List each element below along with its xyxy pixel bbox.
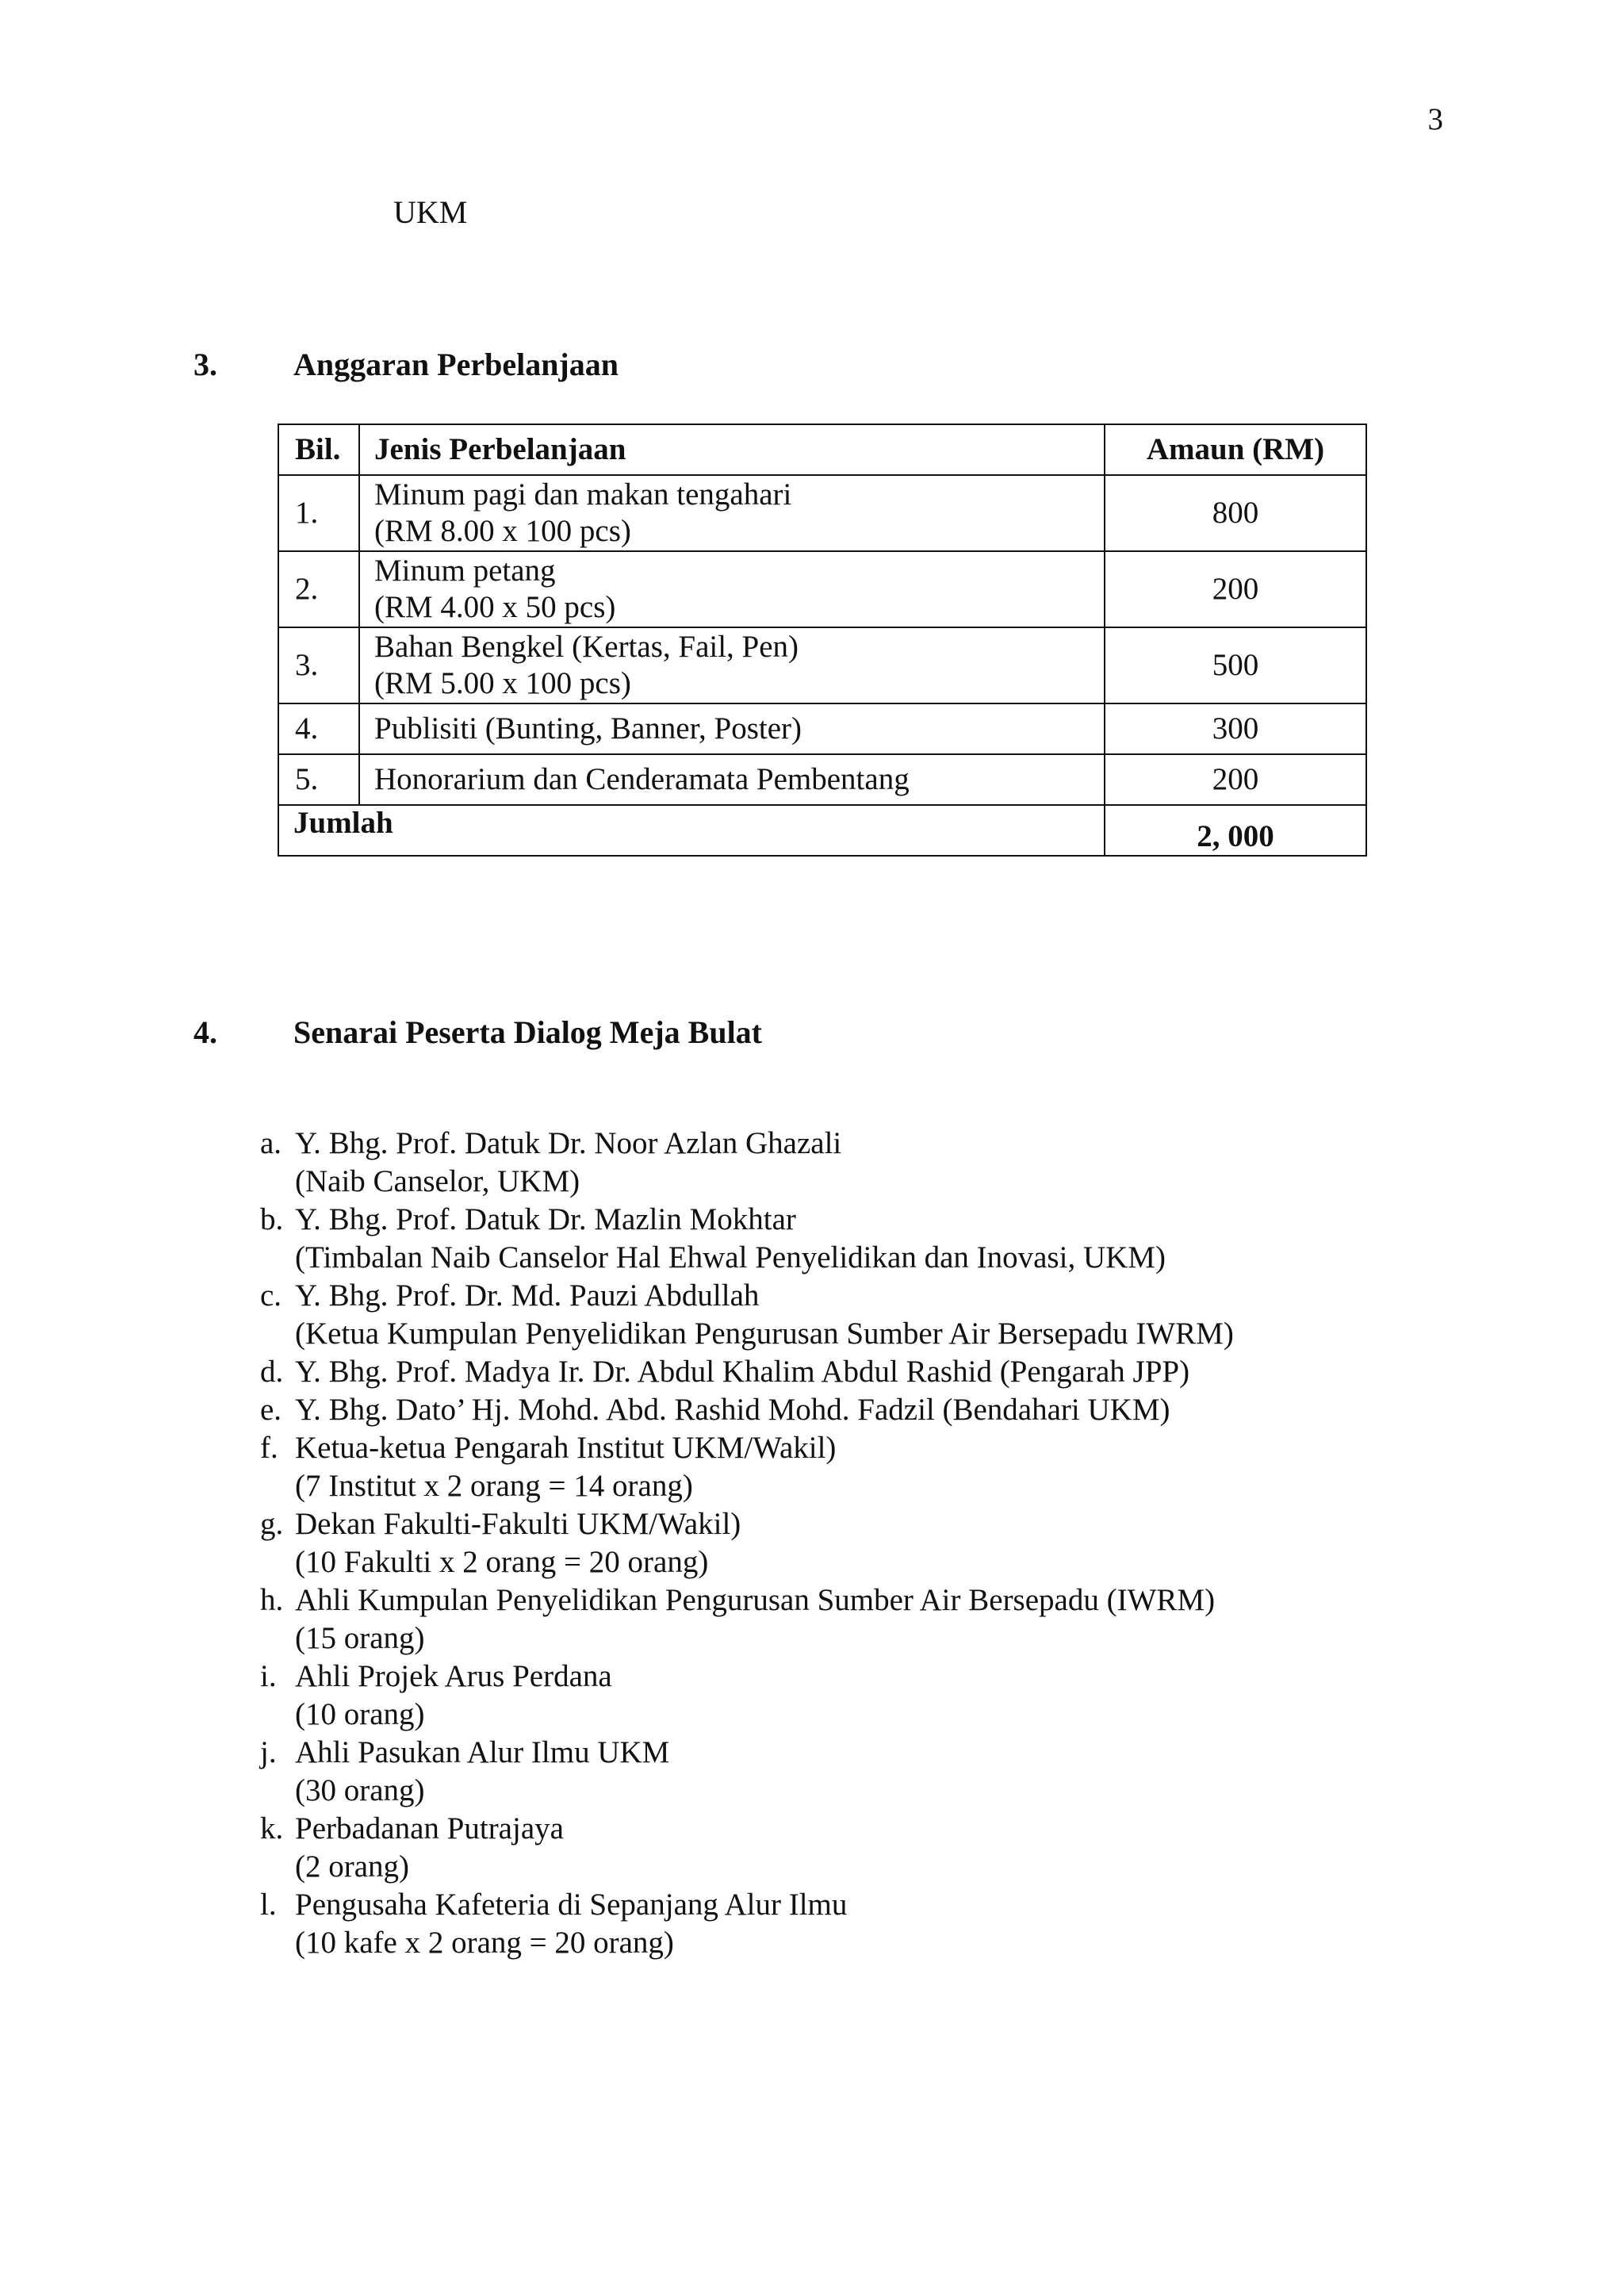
item-line1: Y. Bhg. Prof. Datuk Dr. Noor Azlan Ghazali — [295, 1126, 842, 1160]
section-title: Anggaran Perbelanjaan — [293, 347, 619, 382]
list-item — [238, 1277, 1234, 1353]
section-number: 4. — [193, 1014, 217, 1050]
section-heading-participants — [193, 1014, 762, 1051]
list-item — [238, 1429, 1234, 1505]
item-line1: Y. Bhg. Dato’ Hj. Mohd. Abd. Rashid Mohd. Fadzil (Bendahari UKM) — [295, 1393, 1170, 1427]
row-number: 3. — [278, 627, 359, 703]
item-letter: j. — [260, 1735, 277, 1769]
continuation-text: UKM — [393, 194, 468, 230]
item-letter: d. — [260, 1355, 284, 1389]
item-line1: Y. Bhg. Prof. Dr. Md. Pauzi Abdullah — [295, 1278, 760, 1313]
row-description-line1: Bahan Bengkel (Kertas, Fail, Pen) — [374, 630, 799, 664]
item-line2: (Timbalan Naib Canselor Hal Ehwal Penyelidikan dan Inovasi, UKM) — [295, 1240, 1166, 1274]
list-item — [238, 1505, 1234, 1581]
item-letter: e. — [260, 1393, 282, 1427]
item-line2: (10 Fakulti x 2 orang = 20 orang) — [295, 1545, 709, 1579]
list-item — [238, 1201, 1234, 1277]
item-letter: f. — [260, 1431, 278, 1465]
row-description — [359, 627, 1105, 703]
row-amount: 800 — [1105, 475, 1366, 551]
table-total-row — [278, 805, 1366, 856]
table-row — [278, 703, 1366, 754]
list-item — [238, 1658, 1234, 1734]
row-description: Publisiti (Bunting, Banner, Poster) — [359, 703, 1105, 754]
row-amount: 500 — [1105, 627, 1366, 703]
item-line1: Ahli Pasukan Alur Ilmu UKM — [295, 1735, 670, 1769]
list-item — [238, 1581, 1234, 1658]
list-item — [238, 1353, 1234, 1391]
row-description — [359, 551, 1105, 627]
list-item — [238, 1125, 1234, 1201]
item-letter: g. — [260, 1507, 284, 1541]
table-row — [278, 754, 1366, 805]
list-item — [238, 1886, 1234, 1962]
item-line1: Ketua-ketua Pengarah Institut UKM/Wakil) — [295, 1431, 837, 1465]
header-amaun: Amaun (RM) — [1105, 424, 1366, 475]
row-description-line2: (RM 8.00 x 100 pcs) — [374, 514, 631, 548]
list-item — [238, 1734, 1234, 1810]
item-letter: i. — [260, 1659, 277, 1693]
item-line1: Ahli Projek Arus Perdana — [295, 1659, 612, 1693]
row-number: 2. — [278, 551, 359, 627]
budget-table — [278, 424, 1367, 857]
item-line2: (10 orang) — [295, 1697, 425, 1731]
item-line2: (30 orang) — [295, 1773, 425, 1807]
item-line1: Y. Bhg. Prof. Datuk Dr. Mazlin Mokhtar — [295, 1202, 796, 1236]
row-description-line1: Minum pagi dan makan tengahari — [374, 477, 792, 512]
item-letter: k. — [260, 1811, 284, 1846]
row-number: 4. — [278, 703, 359, 754]
row-amount: 200 — [1105, 551, 1366, 627]
item-line2: (2 orang) — [295, 1849, 410, 1884]
section-title: Senarai Peserta Dialog Meja Bulat — [293, 1014, 762, 1050]
table-row — [278, 627, 1366, 703]
row-number: 5. — [278, 754, 359, 805]
row-description-line2: (RM 4.00 x 50 pcs) — [374, 590, 616, 624]
row-description-line1: Minum petang — [374, 554, 556, 588]
row-amount: 300 — [1105, 703, 1366, 754]
header-jenis: Jenis Perbelanjaan — [359, 424, 1105, 475]
row-description-line2: (RM 5.00 x 100 pcs) — [374, 666, 631, 700]
table-row — [278, 551, 1366, 627]
table-row — [278, 475, 1366, 551]
header-bil: Bil. — [278, 424, 359, 475]
item-letter: a. — [260, 1126, 282, 1160]
item-letter: h. — [260, 1583, 284, 1617]
section-number: 3. — [193, 347, 217, 382]
row-number: 1. — [278, 475, 359, 551]
budget-table-header-row — [278, 424, 1366, 475]
item-letter: l. — [260, 1888, 277, 1922]
item-letter: b. — [260, 1202, 284, 1236]
total-label: Jumlah — [278, 805, 1105, 856]
total-amount: 2, 000 — [1105, 805, 1366, 856]
list-item — [238, 1810, 1234, 1886]
item-line2: (Ketua Kumpulan Penyelidikan Pengurusan Sumber Air Bersepadu IWRM) — [295, 1317, 1234, 1351]
item-line1: Ahli Kumpulan Penyelidikan Pengurusan Sumber Air Bersepadu (IWRM) — [295, 1583, 1216, 1617]
section-heading-budget — [193, 346, 619, 383]
item-line2: (10 kafe x 2 orang = 20 orang) — [295, 1926, 674, 1960]
item-line2: (7 Institut x 2 orang = 14 orang) — [295, 1469, 693, 1503]
item-line1: Pengusaha Kafeteria di Sepanjang Alur Ilmu — [295, 1888, 848, 1922]
item-line1: Y. Bhg. Prof. Madya Ir. Dr. Abdul Khalim Abdul Rashid (Pengarah JPP) — [295, 1355, 1190, 1389]
participant-list — [238, 1125, 1234, 1962]
row-description — [359, 475, 1105, 551]
item-line1: Perbadanan Putrajaya — [295, 1811, 564, 1846]
row-amount: 200 — [1105, 754, 1366, 805]
item-letter: c. — [260, 1278, 282, 1313]
item-line2: (15 orang) — [295, 1621, 425, 1655]
item-line2: (Naib Canselor, UKM) — [295, 1164, 580, 1198]
row-description: Honorarium dan Cenderamata Pembentang — [359, 754, 1105, 805]
list-item — [238, 1391, 1234, 1429]
item-line1: Dekan Fakulti-Fakulti UKM/Wakil) — [295, 1507, 741, 1541]
page-number: 3 — [1427, 102, 1443, 136]
